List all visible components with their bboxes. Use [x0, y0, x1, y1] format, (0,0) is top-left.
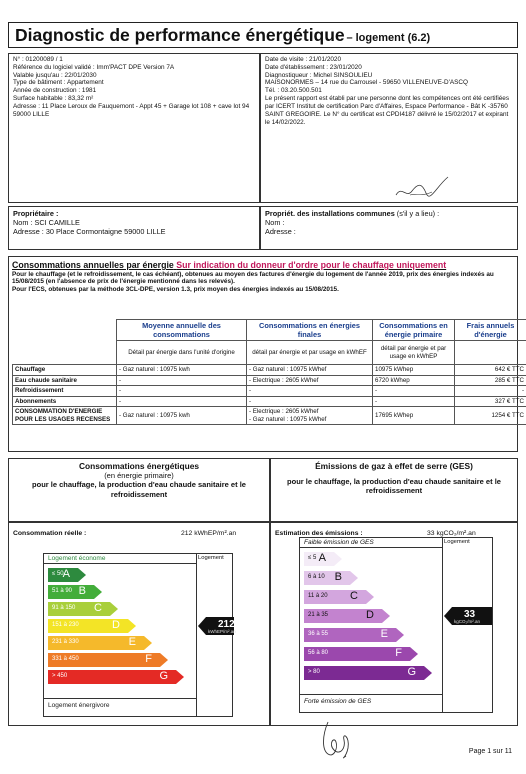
- info-building-type: Type de bâtiment : Appartement: [13, 79, 104, 87]
- energy-real-value: 212 kWhEP/m².an: [181, 530, 237, 537]
- energy-class-f: 331 à 450 F: [48, 653, 160, 667]
- title-main: Diagnostic de performance énergétique: [15, 25, 345, 45]
- energy-col-label: Logement: [198, 555, 224, 561]
- table-row-total: CONSOMMATION D'ENERGIE POUR LES USAGES RECENSES - Gaz naturel : 10975 kwh - Electrique : 2605 kWhef - Gaz naturel : 10975 kWhef 17695 kWhep 1254 € TTC: [13, 407, 526, 425]
- energy-class-e: 231 à 330 E: [48, 636, 144, 650]
- owner-name: Nom : SCI CAMILLE: [13, 217, 80, 227]
- energy-bottom-caption: Logement énergivore: [48, 702, 110, 709]
- energy-real-label: Consommation réelle :: [13, 530, 87, 537]
- info-number: N° : 01200089 / 1: [13, 56, 63, 63]
- sub-primary: détail par énergie et par usage en kWhEP: [373, 341, 455, 365]
- ges-value-unit: kgCO₂/m².an: [454, 619, 481, 624]
- ges-est-label: Estimation des émissions :: [275, 530, 363, 537]
- energy-label-title: Consommations énergétiques: [78, 461, 200, 471]
- ges-value-indicator: [452, 607, 492, 625]
- ges-label-header: [270, 458, 518, 522]
- info-surface: Surface habitable : 83,32 m²: [13, 95, 94, 103]
- consumption-heading-note: Sur indication du donneur d'ordre pour le chauffage uniquement: [176, 260, 447, 270]
- ges-est-value: 33 kgCO₂/m².an: [427, 530, 476, 537]
- ges-value: 33: [464, 609, 476, 620]
- sub-final: détail par énergie et par usage en kWhEF: [247, 341, 373, 365]
- title-sub: – logement (6.2): [346, 32, 431, 44]
- energy-class-b: 51 à 90 B: [48, 585, 94, 599]
- energy-label-sub1: (en énergie primaire): [104, 471, 174, 481]
- info-diagnostician: Diagnostiqueur : Michel SINSOULIEU: [265, 71, 373, 79]
- ges-class-b: 6 à 10 B: [304, 571, 350, 585]
- energy-label-sub2: pour le chauffage, la production d'eau chaude sanitaire et le refroidissement: [32, 480, 246, 499]
- col-cost: Frais annuels d'énergie: [455, 320, 526, 341]
- initials-signature: [316, 718, 356, 762]
- ges-scale: [299, 537, 493, 713]
- table-header-row: [13, 320, 526, 341]
- energy-class-g: > 450 G: [48, 670, 176, 684]
- info-address: Adresse : 11 Place Leroux de Fauquemont - Appt 45 + Garage lot 108 + cave lot 94 59000 LILLE: [13, 102, 250, 118]
- energy-class-d: 151 à 230 D: [48, 619, 128, 633]
- info-software: Référence du logiciel validé : Imm'PACT DPE Version 7A: [13, 63, 175, 71]
- consumption-section: [8, 256, 524, 452]
- table-row: Refroidissement - - - -: [13, 386, 526, 397]
- table-row: Chauffage - Gaz naturel : 10975 kwh - Gaz naturel : 10975 kWhef 10975 kWhep 642 € TTC: [13, 365, 526, 376]
- info-company: MAISONORMES – 14 rue du Carrousel - 59650 VILLENEUVE-D'ASCQ: [265, 79, 468, 87]
- consumption-table: [12, 319, 526, 425]
- ges-class-e: 36 à 55 E: [304, 628, 396, 642]
- consumption-intro-2: Pour l'ECS, obtenues par la méthode 3CL-DPE, version 1.3, prix moyen des énergies indexés au 15/08/2015.: [12, 285, 339, 293]
- diagnostician-info: [260, 53, 518, 203]
- info-visit-date: Date de visite : 21/01/2020: [265, 56, 342, 63]
- energy-top-caption: Logement économe: [48, 555, 106, 562]
- energy-value-unit: kWhEP/m².an: [208, 629, 236, 634]
- table-row: Eau chaude sanitaire - - Electrique : 2605 kWhef 6720 kWhep 285 € TTC: [13, 375, 526, 386]
- table-row: Abonnements - - - 327 € TTC: [13, 396, 526, 407]
- ges-bottom-caption: Forte émission de GES: [304, 698, 372, 705]
- consumption-intro-1: Pour le chauffage (et le refroidissement, le cas échéant), obtenues au moyen des factures d'énergie du logement de l'année 2019, prix des énergies indexés au 15/08/2015 (en l'absence de prix de l'énergie mentionné dans les relevés).: [12, 270, 494, 286]
- info-phone: Tél. : 03.20.500.501: [265, 87, 322, 95]
- col-primary: Consommations en énergie primaire: [373, 320, 455, 341]
- table-subheader-row: [13, 341, 526, 365]
- ges-label-panel: [270, 522, 518, 726]
- info-establish-date: Date d'établissement : 23/01/2020: [265, 63, 362, 71]
- sub-origin: Détail par énergie dans l'unité d'origine: [117, 341, 247, 365]
- energy-class-c: 91 à 150 C: [48, 602, 110, 616]
- energy-value: 212: [218, 619, 235, 630]
- owner-address: Adresse : 30 Place Cormontaigne 59000 LILLE: [13, 226, 166, 236]
- energy-class-a: ≤ 50 A: [48, 568, 78, 582]
- energy-label-header: [8, 458, 270, 522]
- common-owner-label: Propriét. des installations communes: [265, 209, 395, 218]
- ges-class-d: 21 à 35 D: [304, 609, 382, 623]
- ges-class-f: 56 à 80 F: [304, 647, 410, 661]
- consumption-heading: Consommations annuelles par énergie Sur indication du donneur d'ordre pour le chauffage uniquement: [12, 260, 447, 270]
- ges-class-c: 11 à 20 C: [304, 590, 366, 604]
- col-final: Consommations en énergies finales: [247, 320, 373, 341]
- info-year: Année de construction : 1981: [13, 87, 97, 95]
- common-owner-name: Nom :: [265, 217, 285, 227]
- info-certification: Le présent rapport est établi par une personne dont les compétences ont été certifiées par ICERT Institut de certification Parc d'Affaires, Espace Performance - Bât K -35760 SAINT GREGOIRE. Le N° du certificat est CPDI4187 délivré le 15/02/2017 et expirant le 14/02/2022.: [265, 95, 510, 126]
- ges-class-g: > 80 G: [304, 666, 424, 680]
- page-title: [8, 22, 518, 48]
- ges-class-a: ≤ 5 A: [304, 552, 334, 566]
- info-valid-until: Valable jusqu'au : 22/01/2030: [13, 71, 97, 79]
- ges-top-caption: Faible émission de GES: [304, 539, 374, 546]
- ges-col-label: Logement: [444, 539, 470, 545]
- common-owner-address: Adresse :: [265, 226, 296, 236]
- diagnostic-info: [8, 53, 260, 203]
- owner-box: [8, 206, 260, 250]
- energy-label-panel: [8, 522, 270, 726]
- common-owner-suffix: (s'il y a lieu) :: [396, 209, 440, 218]
- page-number: Page 1 sur 11: [468, 748, 512, 755]
- owner-label: Propriétaire :: [13, 209, 59, 218]
- signature-image: [392, 165, 452, 205]
- energy-value-indicator: [206, 617, 234, 635]
- common-owner-box: [260, 206, 518, 250]
- energy-scale: [43, 553, 236, 717]
- ges-label-title: Émissions de gaz à effet de serre (GES): [315, 461, 473, 471]
- ges-label-sub2: pour le chauffage, la production d'eau chaude sanitaire et le refroidissement: [287, 477, 501, 496]
- col-origin: Moyenne annuelle des consommations: [117, 320, 247, 341]
